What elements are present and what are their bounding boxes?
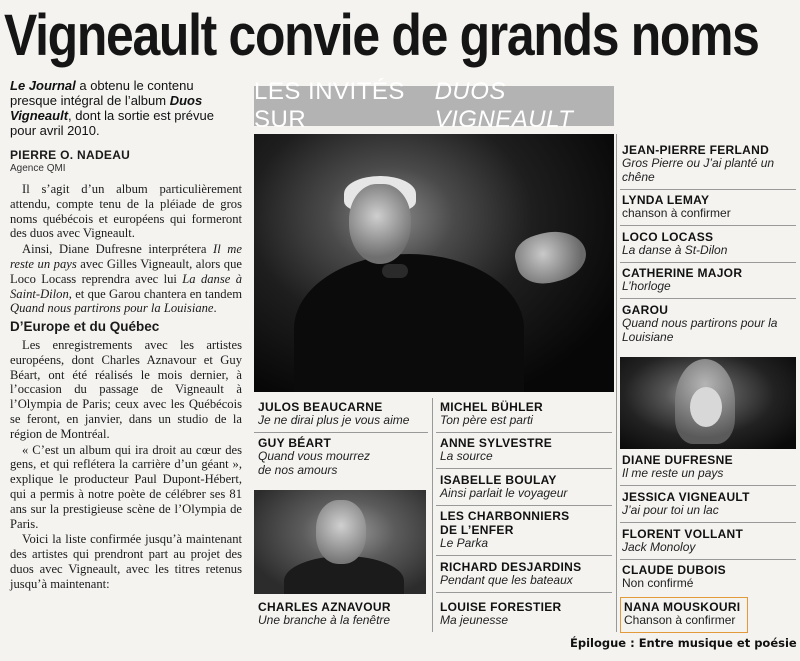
guest-name: GUY BÉART	[258, 436, 332, 450]
guest-song: Chanson à confirmer	[624, 613, 736, 627]
lead-text-1: a obtenu le contenu presque intégral de l’album	[10, 78, 194, 108]
guest-song: Gros Pierre ou J’ai planté un chêne	[622, 156, 775, 184]
lead-text-2: , dont la sortie est prévue pour avril 2010.	[10, 108, 215, 138]
lead-paragraph	[10, 78, 242, 138]
guest-name: MICHEL BÜHLER	[440, 400, 544, 414]
guest-song: L’horloge	[622, 279, 671, 293]
guest-song: Pendant que les bateaux	[440, 573, 573, 587]
byline-author: PIERRE O. NADEAU	[10, 148, 131, 162]
byline-agency: Agence QMI	[10, 163, 66, 174]
article-column	[10, 78, 242, 592]
guest-entry	[622, 143, 798, 184]
guest-name: CATHERINE MAJOR	[622, 266, 743, 280]
guest-entry	[622, 563, 798, 591]
guest-entry	[622, 453, 798, 481]
guest-song: Non confirmé	[622, 576, 694, 590]
banner-album: DUOS VIGNEAULT	[434, 78, 574, 133]
guest-entry	[258, 600, 430, 628]
guest-song: La source	[440, 449, 493, 463]
photo-charles-aznavour	[254, 490, 426, 594]
guest-entry	[622, 527, 798, 555]
guests-banner	[254, 78, 614, 133]
body-paragraph-2: Ainsi, Diane Dufresne interprétera Il me reste un pays avec Gilles Vigneault, alors que Loco Locass reprendra avec lui La danse à Saint-Dilon, et que Garou chantera en tandem Quand nous partirons pour la Louisiane.	[10, 242, 242, 316]
guest-entry	[622, 303, 798, 344]
guest-name: GAROU	[622, 303, 669, 317]
column-divider	[432, 398, 433, 632]
guest-song: chanson à confirmer	[622, 206, 731, 220]
guest-song: Quand nous partirons pour la Louisiane	[622, 316, 778, 344]
guest-name: CLAUDE DUBOIS	[622, 563, 726, 577]
body-paragraph-4: « C’est un album qui ira droit au cœur des gens, et qui reflétera la carrière d’un géant », explique le producteur Paul Dupont-Hébert, qui a permis à notre poète de célébrer ses 81 ans sur la prestigieuse scène de l’Olympia de Paris.	[10, 442, 242, 531]
body-paragraph-1: Il s’agit d’un album particulièrement attendu, compte tenu de la pléiade de gros noms québécois et européens qui formeront des duos avec Vigneault.	[10, 182, 242, 241]
body-paragraph-3: Les enregistrements avec les artistes européens, dont Charles Aznavour et Guy Béart, ont été réalisés le mois dernier, à l’occasion du passage de Vigneault à l’Olympia de Paris; ceux avec les Québécois se feront, en janvier, dans un studio de la région de Montréal.	[10, 337, 242, 441]
guest-name: CHARLES AZNAVOUR	[258, 600, 391, 614]
guest-song: Ainsi parlait le voyageur	[440, 486, 568, 500]
guest-entry	[622, 230, 798, 258]
guest-song: Ma jeunesse	[440, 613, 509, 627]
guest-song: Quand vous mourrez de nos amours	[258, 449, 371, 477]
guest-entry	[258, 400, 430, 428]
guest-entry	[440, 560, 614, 588]
guest-name: JEAN-PIERRE FERLAND	[622, 143, 770, 157]
guest-song: Jack Monoloy	[622, 540, 696, 554]
guest-name: LOUISE FORESTIER	[440, 600, 562, 614]
guest-entry	[622, 193, 798, 221]
guest-entry	[440, 600, 614, 628]
guest-entry	[440, 436, 614, 464]
photo-diane-dufresne	[620, 357, 796, 449]
guest-name: JESSICA VIGNEAULT	[622, 490, 750, 504]
guest-entry	[440, 400, 614, 428]
guest-song: Une branche à la fenêtre	[258, 613, 391, 627]
guest-song: J’ai pour toi un lac	[622, 503, 719, 517]
guest-entry	[440, 473, 614, 501]
guest-name: DIANE DUFRESNE	[622, 453, 733, 467]
guest-name: RICHARD DESJARDINS	[440, 560, 582, 574]
guest-song: Ton père est parti	[440, 413, 533, 427]
guest-entry	[624, 600, 748, 628]
guest-name: LYNDA LEMAY	[622, 193, 710, 207]
column-divider	[616, 134, 617, 632]
guest-name: ANNE SYLVESTRE	[440, 436, 552, 450]
photo-vigneault	[254, 134, 614, 392]
article-body	[10, 182, 242, 592]
lead-album-name: Duos Vigneault	[10, 93, 203, 123]
guest-name: LES CHARBONNIERS DE L’ENFER	[440, 509, 570, 537]
guest-name: NANA MOUSKOURI	[624, 600, 741, 614]
headline: Vigneault convie de grands noms	[4, 3, 759, 68]
subheading: D’Europe et du Québec	[10, 319, 160, 335]
guest-song: La danse à St-Dilon	[622, 243, 728, 257]
guest-entry	[258, 436, 430, 477]
lead-journal-name: Le Journal	[10, 78, 76, 93]
guest-name: FLORENT VOLLANT	[622, 527, 744, 541]
guest-name: JULOS BEAUCARNE	[258, 400, 383, 414]
guest-entry	[622, 490, 798, 518]
image-caption: Épilogue : Entre musique et poésie	[570, 636, 797, 650]
guest-song: Je ne dirai plus je vous aime	[258, 413, 410, 427]
guest-entry	[622, 266, 798, 294]
banner-label: LES INVITÉS SUR	[254, 78, 405, 133]
guest-song: Le Parka	[440, 536, 489, 550]
guest-name: LOCO LOCASS	[622, 230, 714, 244]
guest-song: Il me reste un pays	[622, 466, 724, 480]
guest-entry	[440, 509, 570, 551]
body-paragraph-5: Voici la liste confirmée jusqu’à maintenant des artistes qui prendront part au projet des duos avec Vigneault, avec les titres retenus jusqu’à maintenant:	[10, 532, 242, 591]
guest-name: ISABELLE BOULAY	[440, 473, 557, 487]
